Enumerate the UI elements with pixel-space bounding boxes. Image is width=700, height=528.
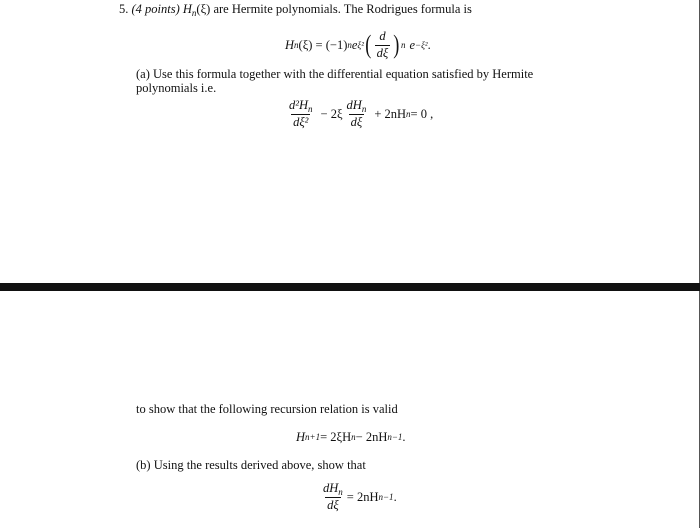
- dHn-dxi-fraction: $\frac{dH_n}{d\xi}$: [323, 481, 343, 512]
- second-derivative-term: $\frac{d^2H_n}{\text{dξ²}}$: [289, 98, 313, 129]
- part-a-line2: polynomials i.e.: [136, 81, 217, 95]
- part-b-text: (b) Using the results derived above, show that: [136, 458, 366, 472]
- rodrigues-formula: H n (ξ) = (−1) n e ξ² ( $\frac{d}{d\xi}$ ) n e −ξ² .: [285, 29, 431, 60]
- problem-number: 5.: [119, 2, 129, 16]
- part-a-line1: (a) Use this formula together with the differential equation satisfied by Hermite: [136, 67, 534, 81]
- problem-statement: 5. (4 points) $H_n(\xi)$ are Hermite polynomials. The Rodrigues formula is: [119, 2, 472, 18]
- first-derivative-term: $\frac{dH_n}{d\xi}$: [346, 98, 367, 129]
- show-text: to show that the following recursion relation is valid: [136, 402, 398, 416]
- page-bottom: [0, 291, 700, 528]
- hermite-differential-equation: $\frac{d^2H_n}{\text{dξ²}}$ − 2ξ $\frac{dH_n}{d\xi}$ + 2nH n = 0 ,: [289, 98, 434, 129]
- derivative-relation: $\frac{dH_n}{d\xi}$ = 2nH n−1 .: [323, 481, 397, 512]
- points-label: (4 points): [131, 2, 180, 16]
- recursion-relation: H n+1 = 2ξH n − 2nH n−1 .: [296, 429, 406, 444]
- d-dxi-fraction: $\frac{d}{d\xi}$: [376, 29, 389, 60]
- page-divider: [0, 283, 700, 291]
